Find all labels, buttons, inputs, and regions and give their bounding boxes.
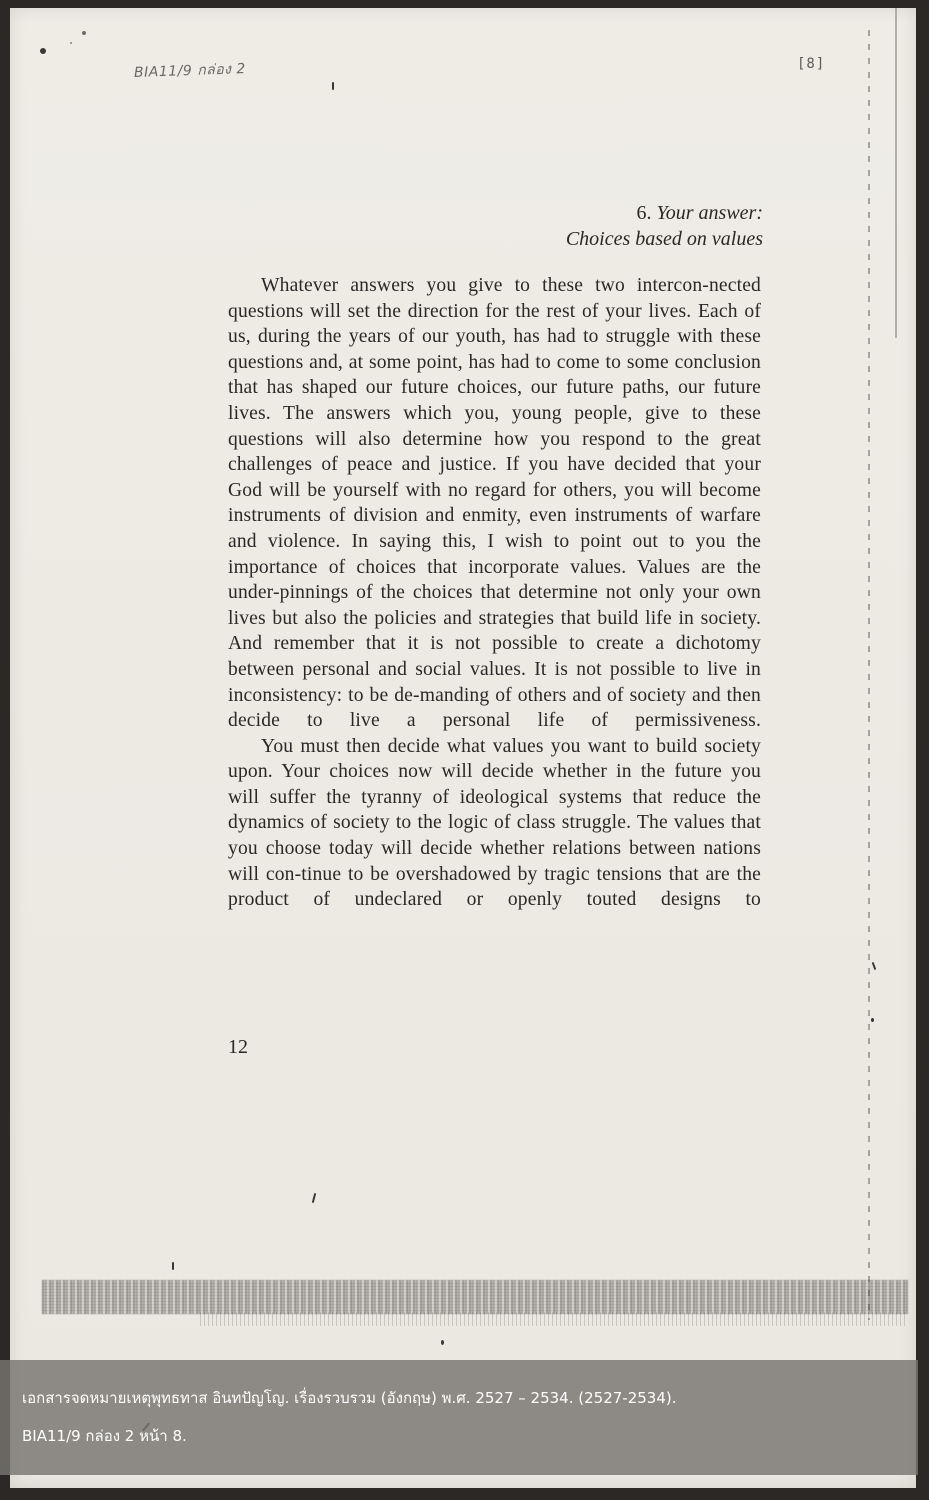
chapter-number: 6. <box>636 202 652 224</box>
paper-edge-line <box>895 8 897 338</box>
chapter-heading-line-1 <box>566 200 763 226</box>
handwritten-page-mark: [8] <box>797 56 826 72</box>
chapter-heading <box>566 200 763 252</box>
fold-line <box>868 30 870 1320</box>
scan-speck <box>441 1340 444 1345</box>
scan-speck <box>332 82 334 90</box>
paragraph: Whatever answers you give to these two intercon-nected questions will set the direction for the rest of your lives. Each of us, during the years of our youth, has had to struggle with these questions and, at some point, has had to come to some conclusion that has shaped our future choices, our future paths, our future lives. The answers which you, young people, give to these questions will also determine how you respond to the great challenges of peace and justice. If you have decided that your God will be yourself with no regard for others, you will become instruments of division and enmity, even instruments of warfare and violence. In saying this, I wish to point out to you the importance of choices that incorporate values. Values are the under-pinnings of the choices that determine not only your own lives but also the policies and strategies that build life in society. And remember that it is not possible to create a dichotomy between personal and social values. It is not possible to live in inconsistency: to be de-manding of others and of society and then decide to live a personal life of permissiveness. <box>228 275 761 732</box>
scan-speck <box>70 42 72 44</box>
scan-noise-band <box>200 1312 908 1326</box>
scan-speck <box>40 48 46 54</box>
caption-reference: BIA11/9 กล่อง 2 หน้า 8. <box>22 1427 187 1445</box>
scan-speck <box>871 1018 874 1022</box>
scan-speck <box>172 1262 174 1270</box>
scan-speck <box>82 31 86 35</box>
handwritten-reference-code: BIA11/9 กล่อง 2 <box>133 61 247 81</box>
caption-bar <box>0 1360 918 1475</box>
body-text <box>228 273 761 913</box>
scan-noise-band <box>42 1280 908 1314</box>
paragraph: You must then decide what values you want to build society upon. Your choices now will decide whether in the future you will suffer the tyranny of ideological systems that reduce the dynamics of society to the logic of class struggle. The values that you choose today will decide whether relations between nations will con-tinue to be overshadowed by tragic tensions that are the product of undeclared or openly touted designs to <box>228 735 761 911</box>
page-number: 12 <box>228 1036 248 1058</box>
chapter-title-line-1: Your answer: <box>656 202 763 224</box>
chapter-title-line-2: Choices based on values <box>565 228 763 250</box>
caption-title: เอกสารจดหมายเหตุพุทธทาส อินทปัญโญ. เรื่องรวบรวม (อังกฤษ) พ.ศ. 2527 – 2534. (2527-2534). <box>22 1389 677 1407</box>
